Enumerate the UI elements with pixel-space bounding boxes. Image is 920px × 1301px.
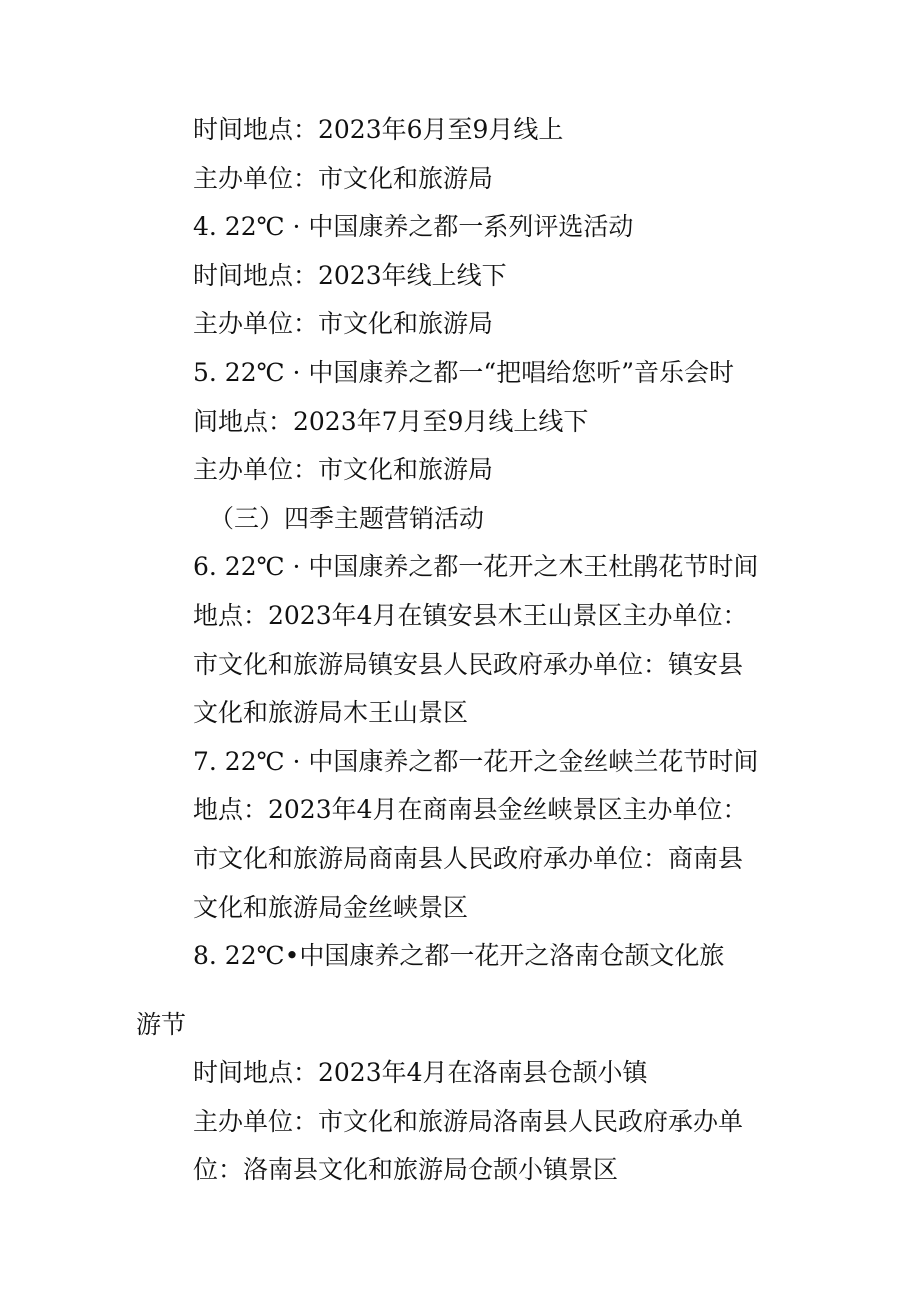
paragraph-line: 文化和旅游局木王山景区	[193, 698, 469, 728]
event-time-location: 时间地点：2023年6月至9月线上	[193, 115, 564, 144]
event-title-8-continuation: 游节	[136, 1009, 187, 1039]
paragraph-line: 市文化和旅游局商南县人民政府承办单位：商南县	[193, 843, 744, 873]
event-title-6: 6. 22℃ · 中国康养之都一花开之木王杜鹃花节时间	[193, 552, 759, 582]
event-title-8: 8. 22℃•中国康养之都一花开之洛南仓颉文化旅	[193, 941, 725, 971]
paragraph-line: 文化和旅游局金丝峡景区	[193, 892, 469, 922]
section-heading: （三）四季主题营销活动	[209, 503, 485, 533]
paragraph-line: 位：洛南县文化和旅游局仓颉小镇景区	[193, 1155, 619, 1185]
event-time-location: 间地点：2023年7月至9月线上线下	[193, 406, 589, 436]
event-time-location: 时间地点：2023年4月在洛南县仓颉小镇	[193, 1058, 648, 1088]
event-organizer: 主办单位：市文化和旅游局洛南县人民政府承办单	[193, 1106, 744, 1136]
paragraph-line: 市文化和旅游局镇安县人民政府承办单位：镇安县	[193, 649, 744, 679]
event-title-5: 5. 22℃ · 中国康养之都一“把唱给您听”音乐会时	[193, 357, 734, 387]
event-organizer: 主办单位：市文化和旅游局	[193, 309, 494, 339]
document-body	[136, 106, 793, 1195]
event-title-4: 4. 22℃ · 中国康养之都一系列评选活动	[193, 212, 634, 242]
event-organizer: 主办单位：市文化和旅游局	[193, 455, 494, 485]
paragraph-line: 地点：2023年4月在商南县金丝峡景区主办单位：	[193, 795, 748, 825]
event-time-location: 时间地点：2023年线上线下	[193, 260, 507, 290]
paragraph-line: 地点：2023年4月在镇安县木王山景区主办单位：	[193, 600, 748, 630]
event-title-7: 7. 22℃ · 中国康养之都一花开之金丝峡兰花节时间	[193, 746, 759, 776]
event-organizer: 主办单位：市文化和旅游局	[193, 163, 494, 193]
